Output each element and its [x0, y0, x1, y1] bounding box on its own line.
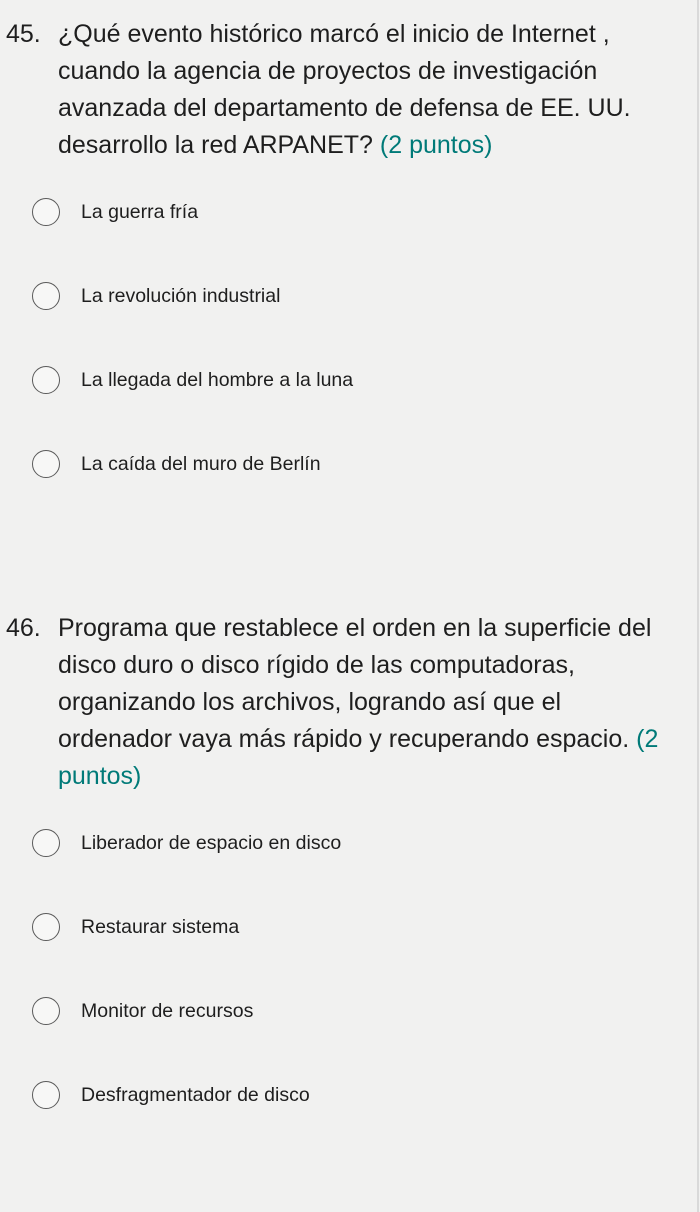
answer-options: [0, 193, 680, 529]
radio-button[interactable]: [32, 198, 60, 226]
page-edge-divider: [697, 0, 699, 1212]
question-text-block: [58, 16, 678, 164]
radio-button[interactable]: [32, 282, 60, 310]
answer-option-label: La caída del muro de Berlín: [81, 453, 321, 475]
answer-option[interactable]: [0, 1076, 680, 1160]
answer-option[interactable]: [0, 361, 680, 445]
answer-option[interactable]: [0, 824, 680, 908]
question-points: (2 puntos): [58, 725, 659, 790]
answer-option[interactable]: [0, 908, 680, 992]
answer-option-label: Monitor de recursos: [81, 1000, 254, 1022]
radio-button[interactable]: [32, 450, 60, 478]
answer-option-label: La llegada del hombre a la luna: [81, 369, 354, 391]
question-header: [0, 16, 680, 164]
question-header: [0, 610, 680, 795]
radio-button[interactable]: [32, 913, 60, 941]
radio-button[interactable]: [32, 829, 60, 857]
answer-option-label: Restaurar sistema: [81, 916, 240, 938]
question-points: (2 puntos): [379, 131, 493, 159]
radio-button[interactable]: [32, 366, 60, 394]
question-text-block: [58, 610, 678, 795]
radio-button[interactable]: [32, 997, 60, 1025]
answer-option-label: La guerra fría: [81, 201, 199, 223]
answer-option[interactable]: [0, 277, 680, 361]
question-number: 45.: [6, 20, 41, 48]
answer-option[interactable]: [0, 992, 680, 1076]
question-text: Programa que restablece el orden en la superficie del disco duro o disco rígido de las computadoras, organizando los archivos, logrando así que el ordenador vaya más rápido y recuperando espacio.: [58, 614, 652, 753]
question-45: [0, 16, 680, 529]
answer-option[interactable]: [0, 193, 680, 277]
radio-button[interactable]: [32, 1081, 60, 1109]
question-number: 46.: [6, 614, 41, 642]
answer-option-label: Liberador de espacio en disco: [81, 832, 342, 854]
question-46: [0, 610, 680, 1160]
answer-option-label: Desfragmentador de disco: [81, 1084, 310, 1106]
question-text: ¿Qué evento histórico marcó el inicio de Internet , cuando la agencia de proyectos de investigación avanzada del departamento de defensa de EE. UU. desarrollo la red ARPANET?: [58, 20, 631, 159]
answer-option-label: La revolución industrial: [81, 285, 281, 307]
answer-option[interactable]: [0, 445, 680, 529]
answer-options: [0, 824, 680, 1160]
